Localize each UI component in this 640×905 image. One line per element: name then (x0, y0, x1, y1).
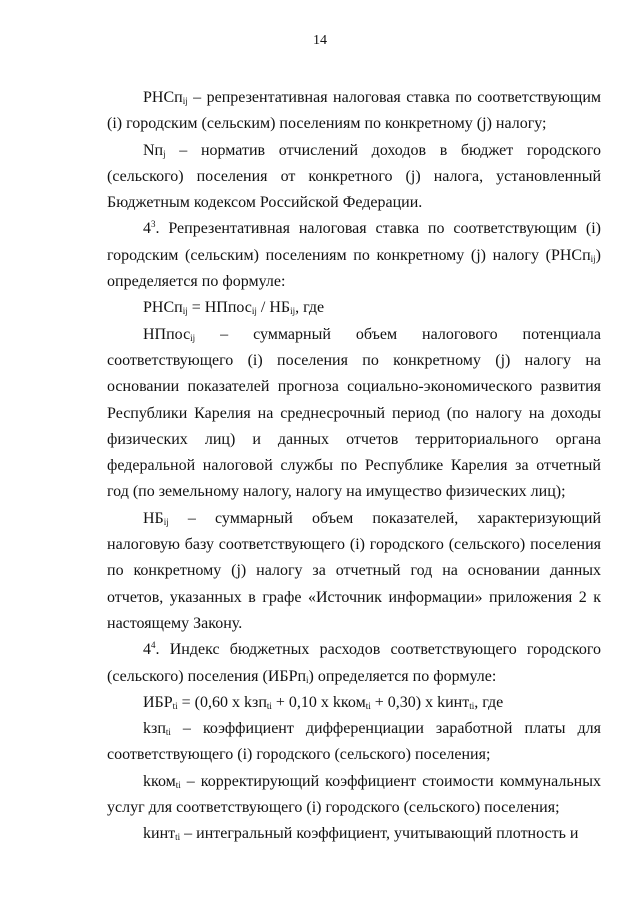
item-number: 4 (143, 641, 151, 659)
subscript: ti (175, 779, 181, 790)
text-run: – суммарный объем показателей, характеризующий налоговую базу соответствующего (i) городского (сельского) поселения по конкретному (j) налогу за отчетный год на основании данных отчетов, указанных в графе «Источник информации» приложения 2 к настоящему Закону. (107, 509, 601, 632)
subscript: i (306, 674, 309, 685)
text-run: / НБ (256, 299, 291, 317)
text-run: ) определяется по формуле: (308, 667, 497, 685)
text-run: + 0,10 х kком (271, 693, 366, 711)
text-run: – интегральный коэффициент, учитывающий плотность и (180, 825, 579, 843)
formula-ibr (107, 690, 601, 716)
text-run: kинт (143, 825, 176, 843)
text-run: – корректирующий коэффициент стоимости коммунальных услуг для соответствующего (i) городского (сельского) поселения; (107, 772, 601, 817)
subscript: ij (290, 306, 296, 317)
subscript: ti (172, 700, 178, 711)
text-run: ) определяется по формуле: (107, 246, 601, 291)
text-run: НПпос (143, 325, 191, 343)
text-run: НБ (143, 509, 164, 527)
paragraph-kint-definition (107, 821, 601, 847)
subscript: ij (182, 306, 188, 317)
subscript: ti (365, 700, 371, 711)
text-run: kзп (143, 720, 166, 738)
subscript: ti (175, 832, 181, 843)
item-number: 4 (143, 220, 151, 238)
subscript: ij (190, 332, 196, 343)
subscript: ij (590, 253, 596, 264)
text-run: – коэффициент дифференциации заработной платы для соответствующего (i) городского (сельского) поселения; (107, 720, 601, 764)
paragraph-item-4-3 (107, 216, 601, 295)
subscript: j (163, 148, 166, 159)
subscript: ti (266, 700, 272, 711)
text-run: РНСп (143, 299, 183, 317)
text-run: = (0,60 х kзп (177, 693, 267, 711)
text-run: kком (143, 772, 176, 790)
text-run: – норматив отчислений доходов в бюджет городского (сельского) поселения от конкретного (j) налога, установленный Бюджетным кодексом Российской Федерации. (107, 141, 601, 212)
paragraph-rnsp-definition (107, 85, 601, 138)
page-number: 14 (313, 33, 327, 48)
text-run: = НПпос (187, 299, 252, 317)
text-run: + 0,30) х kинт (370, 693, 470, 711)
text-run: . Индекс бюджетных расходов соответствующего городского (сельского) поселения (ИБРп (107, 641, 601, 685)
text-run: , где (474, 693, 504, 711)
paragraph-nppos-definition (107, 322, 601, 506)
text-run: , где (295, 299, 325, 317)
text-run: – суммарный объем налогового потенциала соответствующего (i) поселения по конкретному (j) налогу на основании показателей прогноза социально-экономического развития Республики Карелия на среднесрочный период (по налогу на доходы физических лиц) и данных отчетов территориального органа федеральной налоговой службы по Республике Карелия за отчетный год (по земельному налогу, налогу на имущество физических лиц); (107, 325, 601, 501)
text-run: РНСп (143, 89, 183, 106)
subscript: ti (469, 700, 475, 711)
text-run: – репрезентативная налоговая ставка по соответствующим (i) городским (сельским) поселениям по конкретному (j) налогу; (107, 89, 601, 133)
text-run: ИБР (143, 693, 173, 711)
superscript: 3 (151, 219, 156, 230)
paragraph-kzp-definition (107, 716, 601, 769)
paragraph-np-definition (107, 138, 601, 217)
document-body (107, 85, 601, 848)
paragraph-kkom-definition (107, 769, 601, 822)
paragraph-item-4-4 (107, 637, 601, 690)
text-run: Nп (143, 141, 164, 159)
superscript: 4 (151, 640, 156, 651)
text-run: . Репрезентативная налоговая ставка по соответствующим (i) городским (сельским) поселениям по конкретному (j) налогу (РНСп (107, 220, 601, 264)
paragraph-nb-definition (107, 506, 601, 637)
formula-rnsp (107, 295, 601, 321)
subscript: ij (251, 306, 257, 317)
subscript: ti (165, 727, 171, 738)
subscript: ij (182, 96, 188, 106)
subscript: ij (163, 516, 169, 527)
